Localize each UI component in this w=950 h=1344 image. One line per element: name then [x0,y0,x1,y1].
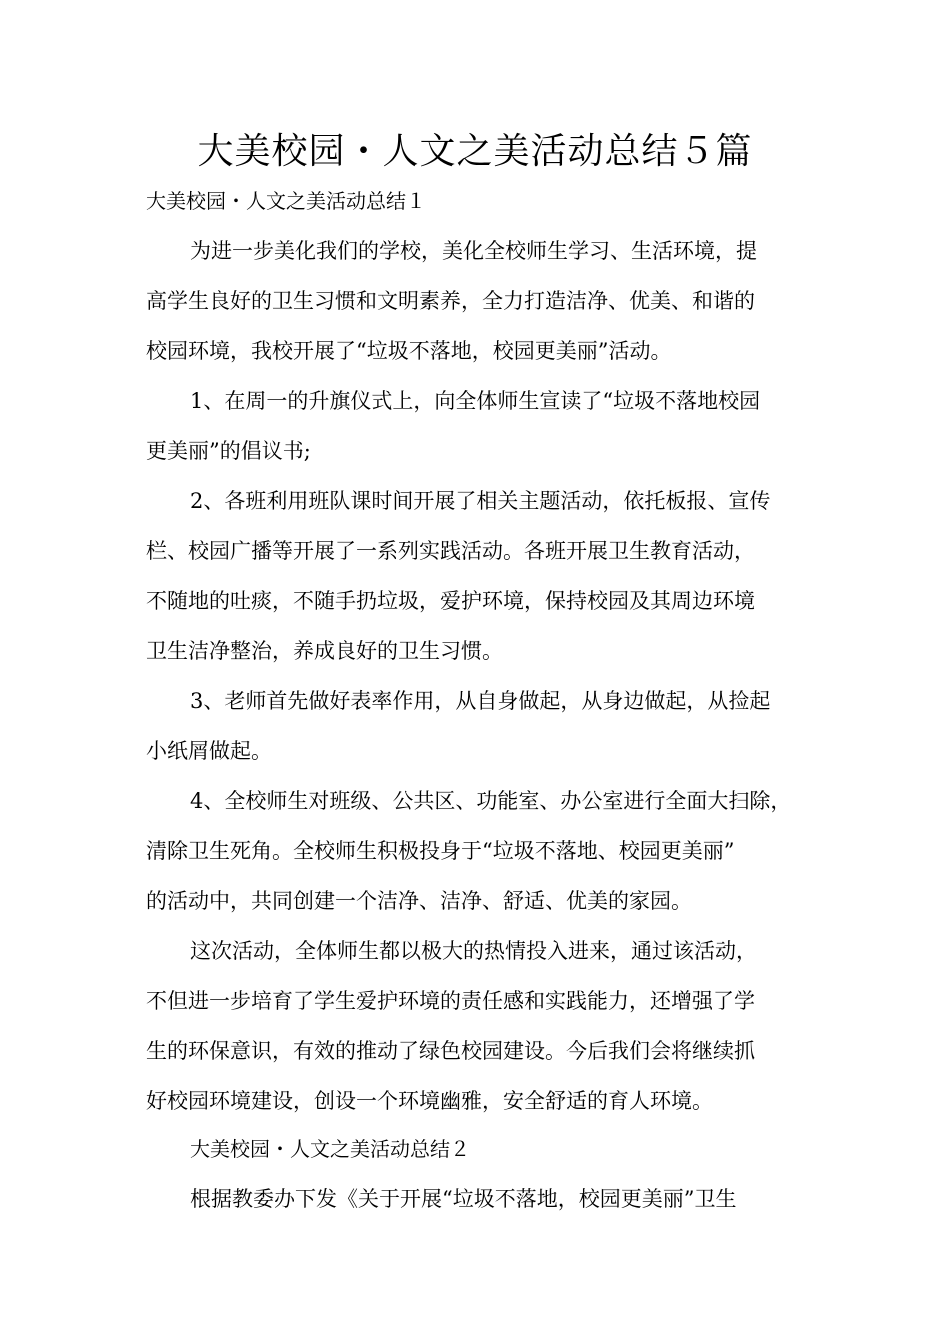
paragraph-line: 根据教委办下发《关于开展“垃圾不落地，校园更美丽”卫生 [190,1187,737,1211]
paragraph-line: 不随地的吐痰，不随手扔垃圾，爱护环境，保持校园及其周边环境 [146,589,755,613]
paragraph-line: 校园环境，我校开展了“垃圾不落地，校园更美丽”活动。 [146,339,672,363]
paragraph-line: 为进一步美化我们的学校，美化全校师生学习、生活环境，提 [190,239,757,263]
paragraph-line: 好校园环境建设，创设一个环境幽雅，安全舒适的育人环境。 [146,1089,713,1113]
paragraph-line: 更美丽”的倡议书; [146,439,311,463]
section-heading-1: 大美校园・人文之美活动总结１ [146,189,426,213]
section-heading-2: 大美校园・人文之美活动总结２ [190,1137,470,1161]
paragraph-line: 不但进一步培育了学生爱护环境的责任感和实践能力，还增强了学 [146,989,755,1013]
paragraph-line: 2、各班利用班队课时间开展了相关主题活动，依托板报、宣传 [190,489,771,513]
paragraph-line: 生的环保意识，有效的推动了绿色校园建设。今后我们会将继续抓 [146,1039,755,1063]
paragraph-line: 栏、校园广播等开展了一系列实践活动。各班开展卫生教育活动， [146,539,755,563]
document-title: 大美校园・人文之美活动总结５篇 [197,131,753,172]
paragraph-line: 清除卫生死角。全校师生积极投身于“垃圾不落地、校园更美丽” [146,839,735,863]
paragraph-line: 1、在周一的升旗仪式上，向全体师生宣读了“垃圾不落地校园 [190,389,761,413]
paragraph-line: 3、老师首先做好表率作用，从自身做起，从身边做起，从捡起 [190,689,771,713]
paragraph-line: 4、全校师生对班级、公共区、功能室、办公室进行全面大扫除， [190,789,792,813]
paragraph-line: 小纸屑做起。 [146,739,272,763]
paragraph-line: 高学生良好的卫生习惯和文明素养，全力打造洁净、优美、和谐的 [146,289,755,313]
paragraph-line: 卫生洁净整治，养成良好的卫生习惯。 [146,639,503,663]
paragraph-line: 这次活动，全体师生都以极大的热情投入进来，通过该活动， [190,939,757,963]
paragraph-line: 的活动中，共同创建一个洁净、洁净、舒适、优美的家园。 [146,889,692,913]
